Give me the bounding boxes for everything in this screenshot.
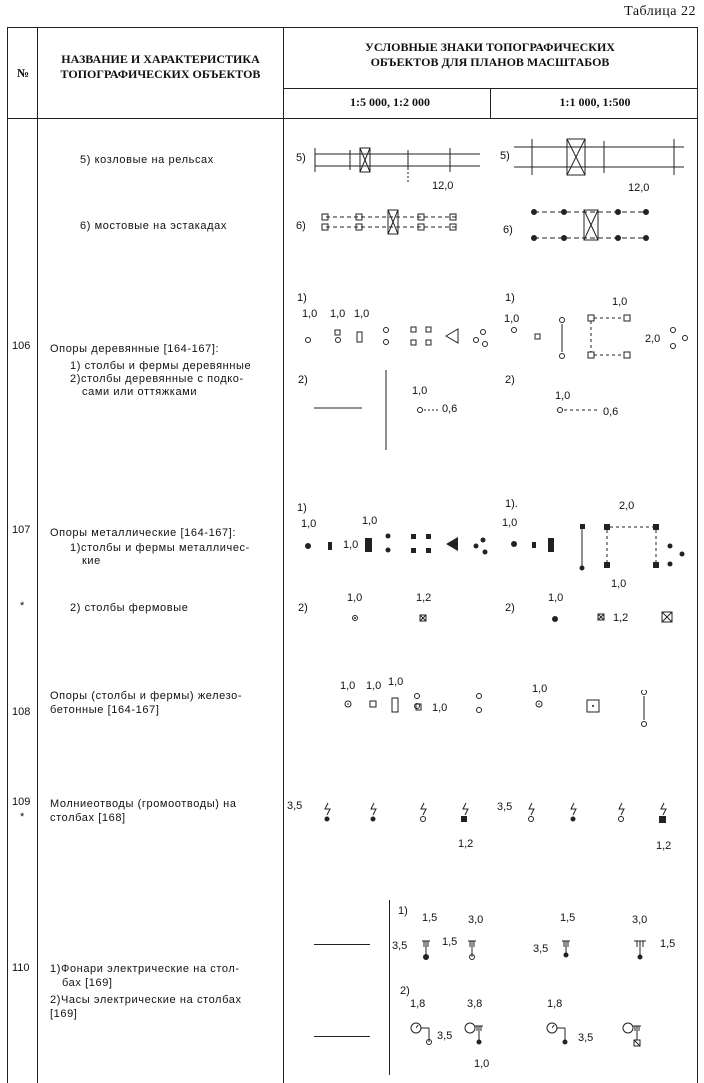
table-border-right [697,27,698,1083]
row-107-star: * [20,600,25,612]
row-110-number: 110 [12,962,30,974]
dimension-label: 1,0 [362,515,378,527]
dimension-label: 3,5 [392,940,408,952]
dimension-label: 1,0 [555,390,571,402]
row-106-mark: 1) [297,292,307,304]
row-110-mark: 2) [400,985,410,997]
row-107-title: Опоры металлические [164-167]: [50,527,237,539]
concrete-poles-symbols [530,690,660,730]
electric-clock-symbol [404,1012,494,1052]
dimension-label: 3,5 [533,943,549,955]
section-separator [314,944,370,945]
dimension-label: 1,0 [532,683,548,695]
dimension-label: 1,0 [347,592,363,604]
dimension-label: 1,0 [354,308,370,320]
dimension-label: 1,2 [458,838,474,850]
gantry-crane-rails-symbol [514,135,694,183]
row-106-item2: 2)столбы деревянные с подко- [70,373,244,385]
header-name: НАЗВАНИЕ И ХАРАКТЕРИСТИКА ТОПОГРАФИЧЕСКИХ ОБЪЕКТОВ [60,52,261,81]
dimension-label: 1,0 [412,385,428,397]
row-107-mark: 2) [505,602,515,614]
dimension-label: 1,0 [340,680,356,692]
dimension-label: 1,0 [343,539,359,551]
dimension-label: 1,2 [656,840,672,852]
dimension-label: 1,5 [442,936,458,948]
dimension-label: 1,2 [613,612,629,624]
row-109-star: * [20,811,25,823]
electric-lamp-symbol [410,925,480,965]
row-107-mark: 2) [298,602,308,614]
dimension-label: 1,8 [410,998,426,1010]
row-106-mark: 1) [505,292,515,304]
row-109-number: 109 [12,796,31,808]
header-divider [7,118,698,119]
metal-poles-symbols [298,528,498,628]
lightning-rod-symbols [510,795,690,845]
dimension-label: 1,0 [330,308,346,320]
wooden-poles-symbols [298,320,498,450]
dimension-label: 1,0 [502,517,518,529]
row-109-title: Молниеотводы (громоотводы) на [50,798,237,810]
dimension-label: 1,0 [301,518,317,530]
dimension-label: 3,0 [632,914,648,926]
dimension-label: 1,5 [560,912,576,924]
row-110-item2-cont: [169] [50,1008,78,1020]
row-5-mark: 5) [296,152,306,164]
row-106-mark: 2) [298,374,308,386]
row-5-mark: 5) [500,150,510,162]
row-107-item2: 2) столбы фермовые [70,602,189,614]
row-106-mark: 2) [505,374,515,386]
dimension-label: 3,5 [287,800,303,812]
dimension-label: 0,6 [442,403,458,415]
row-107-mark: 1). [505,498,518,510]
row-107-item1-cont: кие [82,555,101,567]
electric-lamp-symbol [550,925,670,965]
row-110-item1-cont: бах [169] [62,977,113,989]
row-107-mark: 1) [297,502,307,514]
dimension-label: 1,0 [388,676,404,688]
bridge-crane-trestle-symbol [318,205,463,240]
row-110-item2: 2)Часы электрические на столбах [50,994,242,1006]
row-108-title-cont: бетонные [164-167] [50,704,160,716]
dimension-label: 1,0 [612,296,628,308]
dimension-label: 3,5 [437,1030,453,1042]
dimension-label: 1,5 [660,938,676,950]
row-6-text: 6) мостовые на эстакадах [80,220,227,232]
row-110-mark: 1) [398,905,408,917]
row-5-dimension: 12,0 [628,182,650,194]
row-106-number: 106 [12,340,31,352]
row-108-number: 108 [12,706,31,718]
dimension-label: 3,5 [497,801,513,813]
header-number: № [16,66,30,80]
column-divider [283,27,284,1083]
dimension-label: 1,0 [504,313,520,325]
header-divider [283,88,698,89]
dimension-label: 2,0 [619,500,635,512]
metal-poles-symbols [505,520,695,630]
row-6-mark: 6) [503,224,513,236]
row-5-dimension: 12,0 [432,180,454,192]
dimension-label: 1,0 [474,1058,490,1070]
row-106-item2-cont: сами или оттяжками [82,386,198,398]
column-divider [490,88,491,118]
dimension-label: 1,0 [548,592,564,604]
dimension-label: 1,0 [366,680,382,692]
table-border-left [7,27,8,1083]
concrete-poles-symbols [338,690,488,720]
dimension-label: 1,0 [432,702,448,714]
header-signs: УСЛОВНЫЕ ЗНАКИ ТОПОГРАФИЧЕСКИХ ОБЪЕКТОВ ДЛЯ ПЛАНОВ МАСШТАБОВ [365,40,615,69]
table-border-top [7,27,698,28]
dimension-label: 0,6 [603,406,619,418]
section-separator [389,900,390,1075]
wooden-poles-symbols [505,310,695,420]
lightning-rod-symbols [300,795,480,845]
row-109-title-cont: столбах [168] [50,812,126,824]
bridge-crane-trestle-symbol [528,200,658,248]
dimension-label: 1,5 [422,912,438,924]
header-scale-large: 1:1 000, 1:500 [559,95,631,109]
column-divider [37,27,38,1083]
row-6-mark: 6) [296,220,306,232]
dimension-label: 3,5 [578,1032,594,1044]
row-107-number: 107 [12,524,31,536]
table-title: Таблица 22 [624,4,696,19]
dimension-label: 1,8 [547,998,563,1010]
row-106-item1: 1) столбы и фермы деревянные [70,360,252,372]
electric-clock-symbol [540,1012,650,1052]
row-106-title: Опоры деревянные [164-167]: [50,343,220,355]
row-110-item1: 1)Фонари электрические на стол- [50,963,240,975]
section-separator [314,1036,370,1037]
dimension-label: 1,2 [416,592,432,604]
gantry-crane-rails-symbol [310,140,490,185]
dimension-label: 1,0 [302,308,318,320]
dimension-label: 1,0 [611,578,627,590]
header-scale-small: 1:5 000, 1:2 000 [350,95,430,109]
row-108-title: Опоры (столбы и фермы) железо- [50,690,243,702]
dimension-label: 2,0 [645,333,661,345]
row-107-item1: 1)столбы и фермы металличес- [70,542,250,554]
row-5-text: 5) козловые на рельсах [80,154,214,166]
dimension-label: 3,0 [468,914,484,926]
dimension-label: 3,8 [467,998,483,1010]
